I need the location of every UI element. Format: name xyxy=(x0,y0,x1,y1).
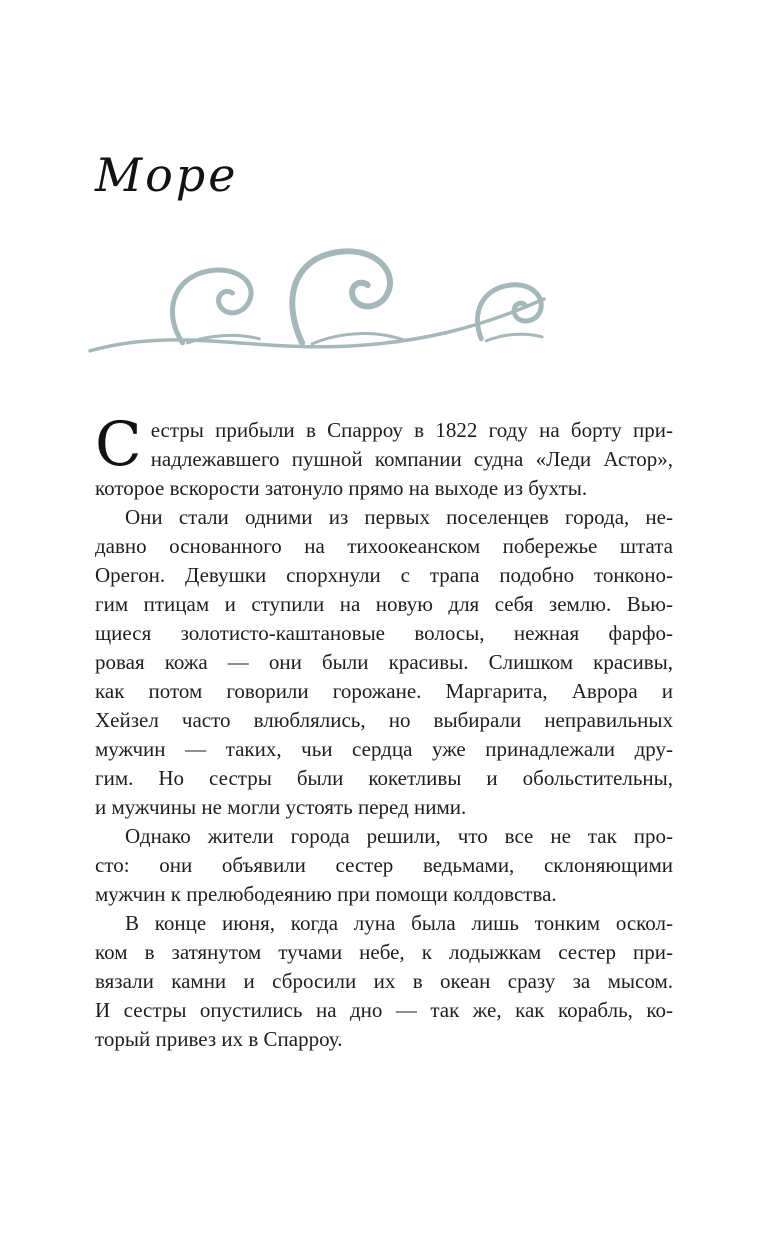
text-line: Однако жители города решили, что все не так про- xyxy=(125,824,673,848)
text-line: щиеся золотисто-каштановые волосы, нежная фарфо- xyxy=(95,621,673,645)
drop-cap: С xyxy=(95,409,142,480)
text-line: Они стали одними из первых поселенцев города, не- xyxy=(125,505,673,529)
paragraph-2 xyxy=(95,503,673,822)
text-line: Орегон. Девушки спорхнули с трапа подобно тонконо- xyxy=(95,563,673,587)
text-line: торый привез их в Спарроу. xyxy=(95,1027,343,1051)
text-line: сто: они объявили сестер ведьмами, склоняющими xyxy=(95,853,673,877)
sea-waves-icon xyxy=(88,242,546,364)
paragraph-4 xyxy=(95,909,673,1054)
text-line: мужчин к прелюбодеянию при помощи колдовства. xyxy=(95,882,557,906)
text-line: гим птицам и ступили на новую для себя землю. Вью- xyxy=(95,592,673,616)
paragraph-1 xyxy=(95,409,673,503)
text-line: как потом говорили горожане. Маргарита, Аврора и xyxy=(95,679,673,703)
text-line: мужчин — таких, чьи сердца уже принадлежали дру- xyxy=(95,737,673,761)
text-line: В конце июня, когда луна была лишь тонким оскол- xyxy=(125,911,673,935)
chapter-body xyxy=(95,409,673,1054)
text-line: ровая кожа — они были красивы. Слишком красивы, xyxy=(95,650,673,674)
text-line: надлежавшего пушной компании судна «Леди Астор», xyxy=(150,447,673,471)
paragraph-3 xyxy=(95,822,673,909)
text-line: и мужчины не могли устоять перед ними. xyxy=(95,795,467,819)
text-line: вязали камни и сбросили их в океан сразу за мысом. xyxy=(95,969,673,993)
text-line: Хейзел часто влюблялись, но выбирали неправильных xyxy=(95,708,673,732)
text-line: ком в затянутом тучами небе, к лодыжкам сестер при- xyxy=(95,940,673,964)
text-line: И сестры опустились на дно — так же, как корабль, ко- xyxy=(95,998,673,1022)
text-line: которое вскорости затонуло прямо на выходе из бухты. xyxy=(95,476,588,500)
text-line: гим. Но сестры были кокетливы и обольстительны, xyxy=(95,766,673,790)
text-line: давно основанного на тихоокеанском побережье штата xyxy=(95,534,673,558)
text-line: естры прибыли в Спарроу в 1822 году на борту при- xyxy=(150,418,673,442)
chapter-title: Море xyxy=(95,148,239,202)
